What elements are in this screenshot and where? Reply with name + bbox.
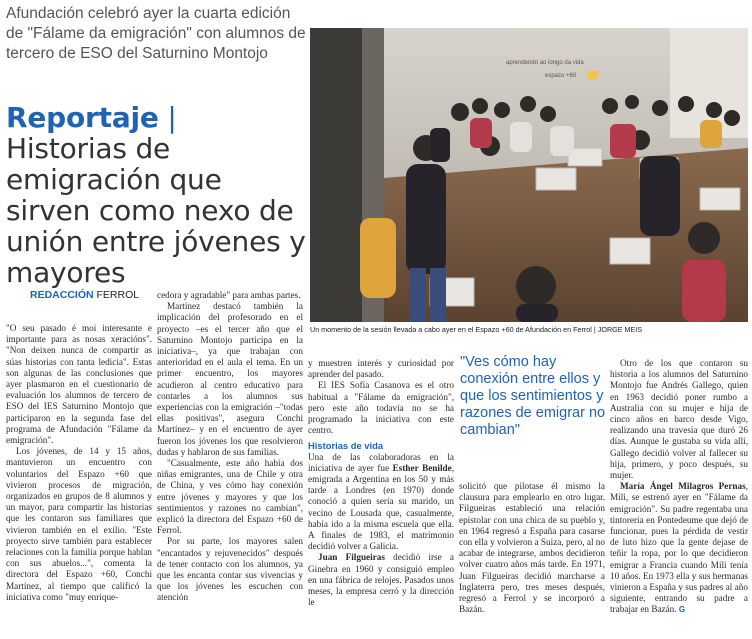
text-run: , emigrada a Argentina en los 50 y más tarde a Londres (en 1970) donde conoció a quien sería su marido, un vecino de Lousada que, casualmente, había ido a la misma escuela que ella. A finales de 1983, el matrimonio decidió volver a Galicia. bbox=[308, 462, 454, 552]
paragraph: "Casualmente, este año había dos niñas emigrantes, una de Chile y otra de China, y ves cómo hay conexión entre jóvenes y mayores y que los sentimientos y razones no cambian", explicó la directora del Espazo +60 de Ferrol. bbox=[157, 458, 303, 536]
byline-name: REDACCIÓN bbox=[30, 289, 94, 301]
text-run: Una de las colaboradoras en la iniciativa de ayer fue bbox=[308, 451, 454, 473]
article-column-3 bbox=[308, 358, 454, 608]
article-column-5 bbox=[610, 358, 748, 616]
person-name: Juan Filgueiras bbox=[318, 552, 385, 563]
section-separator: | bbox=[167, 101, 177, 134]
photo-sign-text-2: espazo +60 bbox=[545, 73, 577, 79]
paragraph: cedora y agradable" para ambas partes. bbox=[157, 290, 301, 300]
text-run: decidió irse a Ginebra en 1960 y consiguió empleo en una fábrica de relojes. Pasados unos meses, la empresa cerró y la dirección le bbox=[308, 552, 454, 608]
paragraph: Por su parte, los mayores salen "encantados y rejuvenecidos" después de tener contacto con los alumnos, ya que les encanta contar sus vivencias y que los jóvenes les escuchen con atención bbox=[157, 536, 303, 603]
byline-place: FERROL bbox=[96, 289, 140, 301]
photo-caption bbox=[310, 325, 750, 334]
article-column-1 bbox=[6, 323, 152, 603]
person-name: María Ángel Milagros Pernas bbox=[620, 481, 746, 492]
paragraph bbox=[308, 552, 454, 608]
article-column-4 bbox=[459, 481, 605, 615]
paragraph bbox=[308, 452, 454, 553]
paragraph bbox=[610, 481, 748, 615]
photo-illustration bbox=[310, 28, 748, 322]
subheading: Historias de vida bbox=[308, 440, 384, 452]
paragraph: El IES Sofía Casanova es el otro habitual a "Fálame da emigración", pero este año todavía no se ha programado la iniciativa con este centro. bbox=[308, 380, 454, 436]
text-run: , Mili, se estrenó ayer en "Fálame da emigración". Su padre regentaba una tintorería en Pontedeume que dejó de funcionar, pues la pérdida de vestir de luto hizo que la gente dejase de teñir la ropa, por lo que decidieron emigrar a Francia cuando Mili tenía 10 años. En 1973 ella y sus hermanas vinieron a España y sus padres al año siguiente, entrando su padre a trabajar en Bazán. bbox=[610, 481, 748, 615]
section-tag: Reportaje bbox=[6, 101, 159, 134]
paragraph: solicitó que pilotase él mismo la clausura para emplearlo en otro lugar. Filgueiras estableció una relación epistolar con una chica de su pueblo y, en 1964 regresó a España para casarse con ella y volvieron a Suiza, pero, al no acabar de integrarse, ambos decidieron volver cuatro años más tarde. En 1971, Juan Filgueiras decidió marcharse a Inglaterra pero, tres meses después, regresó a Ferrol y se incorporó a Bazán. bbox=[459, 481, 605, 615]
paragraph: Otro de los que contaron su historia a los alumnos del Saturnino Montojo fue Andrés Gallego, quien en 1963 decidió poner rumbo a Australia con su mujer e hija de cinco años en barco desde Vigo, realizando una travesía que duró 26 días. Aunque le gustaba su vida allí, Gallego decidió volver al fallecer su hija, primero, y poco después, su mujer. bbox=[610, 358, 748, 481]
pull-quote: "Ves cómo hay conexión entre ellos y que los sentimientos y razones de emigrar no cambian" bbox=[460, 354, 606, 438]
headline-title: Historias de emigración que sirven como nexo de unión entre jóvenes y mayores bbox=[6, 132, 306, 289]
paragraph: "O seu pasado é moi interesante e importante para as nosas xeracións". "Non deixen nunca de compartir as súas historias con tanta ledicia". Estas son algunas de las conclusiones que ayer plasmaron en el cuestionario de evaluación los alumnos de tercero de ESO del IES Saturnino Montojo que participaron en la segunda fase del programa de Afundación "Fálame da emigración". bbox=[6, 323, 152, 446]
end-mark: G bbox=[678, 605, 686, 615]
paragraph: y muestren interés y curiosidad por aprender del pasado. bbox=[308, 358, 454, 380]
headline bbox=[6, 102, 306, 288]
paragraph: Martínez destacó también la implicación del profesorado en el proyecto –es el tercer año que el Saturnino Montojo participa en la iniciativa–, ya que trabajan con anterioridad en el aula el tema. En un primer encuentro, los mayores acudieron al centro educativo para contarles a los alumnos sus experiencias con la emigración –"todas ellas positivas", asegura Conchi Martínez– y en el encuentro de ayer fueron los jóvenes los que resolvieron dudas y hablaron de sus familias. bbox=[157, 301, 303, 457]
paragraph: Los jóvenes, de 14 y 15 años, mantuvieron un encuentro con voluntarios del Espazo +60 que vivieron procesos de migración, organizados en grupos de 8 alumnos y un mayor, para compartir las historias que les contaron sus familiares que vivieron también en el exilio. "Este proyecto sirve también para establecer relaciones con la familia porque hablan con sus abuelos...", comenta la directora del Espazo +60, Conchi Martínez, al tiempo que calificó la iniciativa como "muy enrique- bbox=[6, 446, 152, 602]
article-column-2 bbox=[157, 290, 303, 604]
news-photo bbox=[310, 28, 748, 322]
person-name: Esther Benilde bbox=[392, 462, 452, 473]
caption-credit: | JORGE MEIS bbox=[593, 325, 643, 334]
byline bbox=[30, 289, 158, 301]
photo-sign-text-1: aprendendo ao longo da vida bbox=[506, 60, 584, 66]
kicker: Afundación celebró ayer la cuarta edición de "Fálame da emigración" con alumnos de tercero de ESO del Saturnino Montojo bbox=[6, 5, 306, 62]
caption-text: Un momento de la sesión llevada a cabo ayer en el Espazo +60 de Afundación en Ferrol bbox=[310, 325, 592, 334]
